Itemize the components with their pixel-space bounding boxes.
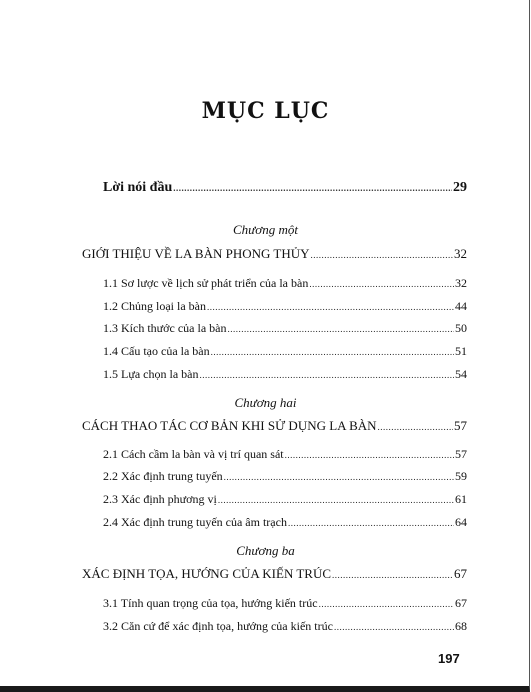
toc-section [103, 447, 467, 462]
section-page: 54 [455, 367, 467, 381]
dot-leader [285, 450, 454, 460]
section-page: 32 [455, 276, 467, 290]
dot-leader [227, 324, 454, 334]
section-label: 1.4 Cấu tạo của la bàn [103, 344, 210, 358]
chapter-title-label: GIỚI THIỆU VỀ LA BÀN PHONG THỦY [82, 246, 310, 261]
dot-leader [218, 495, 454, 505]
section-page: 67 [455, 596, 467, 610]
section-label: 1.1 Sơ lược về lịch sử phát triển của la bàn [103, 276, 309, 290]
dot-leader [288, 518, 454, 528]
page-number: 197 [438, 651, 460, 666]
section-page: 57 [455, 447, 467, 461]
toc-section [103, 276, 467, 291]
dot-leader [173, 183, 452, 193]
toc-chapter-title [82, 566, 467, 582]
section-label: 2.1 Cách cầm la bàn và vị trí quan sát [103, 447, 284, 461]
toc-section [103, 619, 467, 634]
section-label: 2.2 Xác định trung tuyến [103, 469, 223, 483]
toc-section [103, 344, 467, 359]
chapter-page: 57 [454, 418, 467, 433]
page-title: MỤC LỤC [201, 98, 330, 124]
dot-leader [334, 622, 454, 632]
section-label: 2.3 Xác định phương vị [103, 492, 217, 506]
toc-section [103, 321, 467, 336]
section-label: 3.1 Tính quan trọng của tọa, hướng kiến trúc [103, 596, 318, 610]
toc-section [103, 367, 467, 382]
section-label: 2.4 Xác định trung tuyến của âm trạch [103, 515, 287, 529]
chapter-heading: Chương hai [234, 395, 297, 410]
chapter-heading: Chương ba [236, 543, 295, 558]
chapter-heading: Chương một [233, 222, 298, 237]
chapter-title-label: XÁC ĐỊNH TỌA, HƯỚNG CỦA KIẾN TRÚC [82, 566, 332, 581]
toc-chapter-title [82, 418, 467, 434]
toc-section [103, 469, 467, 484]
dot-leader [207, 302, 454, 312]
section-label: 1.3 Kích thước của la bàn [103, 321, 227, 335]
toc-section [103, 299, 467, 314]
toc-section [103, 492, 467, 507]
dot-leader [224, 472, 454, 482]
toc-section [103, 515, 467, 530]
dot-leader [319, 599, 454, 609]
section-label: 1.2 Chủng loại la bàn [103, 299, 206, 313]
section-page: 50 [455, 321, 467, 335]
toc-entry-label: Lời nói đầu [103, 180, 173, 195]
dot-leader [332, 570, 453, 580]
section-page: 51 [455, 344, 467, 358]
toc-section [103, 596, 467, 611]
chapter-title-label: CÁCH THAO TÁC CƠ BẢN KHI SỬ DỤNG LA BÀN [82, 418, 377, 433]
dot-leader [211, 347, 454, 357]
section-page: 44 [455, 299, 467, 313]
toc-entry-preface [103, 180, 467, 196]
section-page: 59 [455, 469, 467, 483]
chapter-page: 67 [454, 566, 467, 581]
dot-leader [311, 250, 454, 260]
dot-leader [199, 370, 454, 380]
section-label: 3.2 Căn cứ để xác định tọa, hướng của kiến trúc [103, 619, 333, 633]
chapter-page: 32 [454, 246, 467, 261]
section-page: 64 [455, 515, 467, 529]
dot-leader [309, 279, 454, 289]
toc-entry-page: 29 [453, 180, 467, 195]
section-page: 61 [455, 492, 467, 506]
toc-chapter-title [82, 246, 467, 262]
section-page: 68 [455, 619, 467, 633]
dot-leader [378, 422, 453, 432]
section-label: 1.5 Lựa chọn la bàn [103, 367, 199, 381]
